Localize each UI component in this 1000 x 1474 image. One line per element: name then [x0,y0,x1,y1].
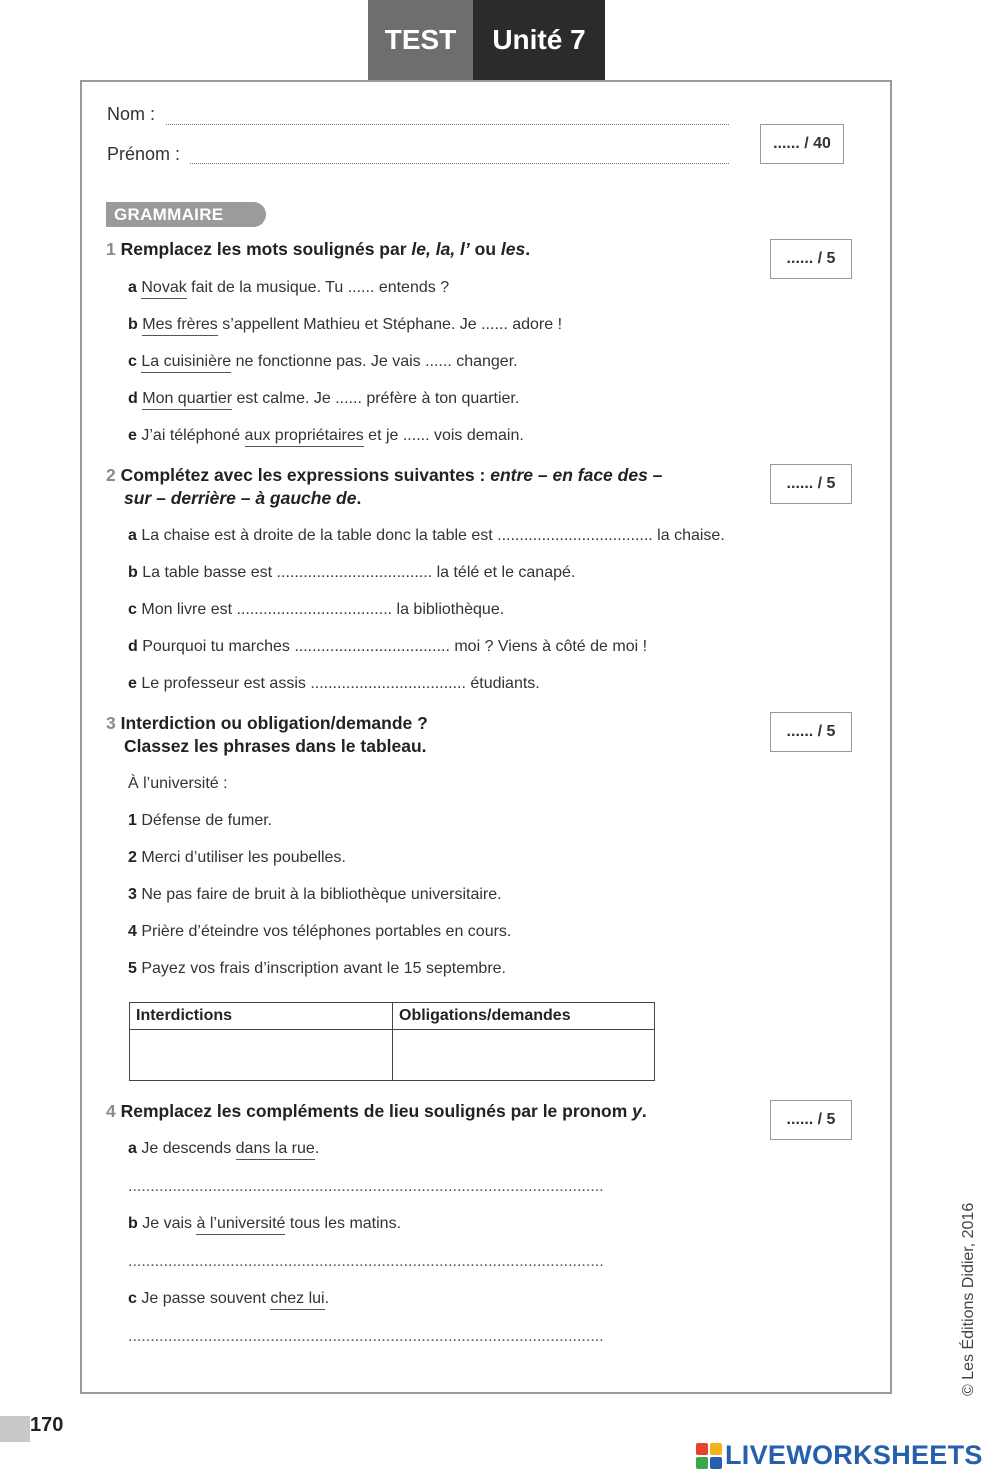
underlined-word: Mon quartier [142,390,232,410]
ex4-title-text: Remplacez les compléments de lieu soulignés par le pronom [120,1101,633,1121]
nom-label: Nom : [107,104,156,124]
ex1-title-les: les [500,239,526,259]
liveworksheets-logo-icon [696,1443,722,1469]
nom-input-line[interactable] [166,124,729,125]
grammar-section-label: GRAMMAIRE [106,202,266,227]
ex2-title-end: . [356,488,362,508]
ex3-item-2: 2 Merci d’utiliser les poubelles. [128,849,346,866]
classification-table [129,1002,655,1081]
ex4-item-c: c Je passe souvent chez lui. [128,1290,329,1308]
obligations-drop-cell[interactable] [393,1030,655,1081]
liveworksheets-logo [696,1440,983,1471]
ex1-item-b: b Mes frères s’appellent Mathieu et Stéphane. Je ...... adore ! [128,316,562,334]
ex3-number: 3 [106,713,116,733]
prenom-input-line[interactable] [190,163,729,164]
underlined-place: à l’université [196,1215,285,1235]
ex2-item-a: a La chaise est à droite de la table donc la table est ................................... la chaise. [128,527,725,544]
ex2-score-box: ...... / 5 [770,464,852,504]
ex4-title-end: . [641,1101,647,1121]
ex1-item-e: e J’ai téléphoné aux propriétaires et je ...... vois demain. [128,427,524,445]
page-number-marker [0,1416,30,1442]
ex3-item-1: 1 Défense de fumer. [128,812,273,829]
ex1-title-ou: ou [469,239,501,259]
ex1-title [106,238,530,261]
ex3-item-5: 5 Payez vos frais d’inscription avant le 15 septembre. [128,960,506,977]
underlined-place: dans la rue [236,1140,315,1160]
ex2-item-d: d Pourquoi tu marches ................................... moi ? Viens à côté de moi ! [128,638,648,655]
ex4-answer-c[interactable]: ........................................................................................................... [128,1328,604,1345]
ex3-title-line1: Interdiction ou obligation/demande ? [120,713,428,733]
total-score-box: ...... / 40 [760,124,844,164]
ex1-item-d: d Mon quartier est calme. Je ...... préfère à ton quartier. [128,390,519,408]
underlined-word: La cuisinière [141,353,231,373]
ex3-item-4: 4 Prière d’éteindre vos téléphones portables en cours. [128,923,512,940]
ex2-item-c: c Mon livre est ................................... la bibliothèque. [128,601,505,618]
underlined-word: aux propriétaires [245,427,364,447]
copyright-notice: © Les Éditions Didier, 2016 [960,1202,977,1396]
ex1-title-pronouns: le, la, l’ [411,239,470,259]
ex1-number: 1 [106,239,116,259]
ex4-item-b: b Je vais à l’université tous les matins. [128,1215,401,1233]
ex2-item-e: e Le professeur est assis ................................... étudiants. [128,675,540,692]
ex3-score-box: ...... / 5 [770,712,852,752]
ex1-title-end: . [525,239,531,259]
liveworksheets-wordmark: LIVEWORKSHEETS [725,1440,983,1470]
ex2-item-b: b La table basse est ................................... la télé et le canapé. [128,564,576,581]
ex4-title-y: y [632,1101,642,1121]
table-header-obligations: Obligations/demandes [393,1003,655,1030]
ex1-item-a: a Novak fait de la musique. Tu ...... entends ? [128,279,449,297]
underlined-word: Novak [141,279,186,299]
ex2-number: 2 [106,465,116,485]
interdictions-drop-cell[interactable] [130,1030,393,1081]
underlined-place: chez lui [270,1290,324,1310]
ex2-title-expressions-2: sur – derrière – à gauche de [124,488,357,508]
ex1-title-text: Remplacez les mots soulignés par [120,239,412,259]
ex2-title [106,464,662,510]
ex2-title-text: Complétez avec les expressions suivantes : [120,465,491,485]
ex4-number: 4 [106,1101,116,1121]
page-number: 170 [30,1414,64,1436]
ex4-answer-b[interactable]: ........................................................................................................... [128,1253,604,1270]
table-header-interdictions: Interdictions [130,1003,393,1030]
ex1-score-box: ...... / 5 [770,239,852,279]
ex2-title-expressions-1: entre – en face des – [490,465,663,485]
ex3-item-3: 3 Ne pas faire de bruit à la bibliothèque universitaire. [128,886,502,903]
ex3-title-line2: Classez les phrases dans le tableau. [124,736,427,756]
prenom-label: Prénom : [107,144,181,164]
unit-tab: Unité 7 [473,0,605,80]
ex4-item-a: a Je descends dans la rue. [128,1140,319,1158]
ex4-answer-a[interactable]: ........................................................................................................... [128,1178,604,1195]
ex4-score-box: ...... / 5 [770,1100,852,1140]
test-tab: TEST [368,0,473,80]
ex3-title [106,712,428,758]
ex4-title [106,1100,647,1123]
ex1-item-c: c La cuisinière ne fonctionne pas. Je vais ...... changer. [128,353,518,371]
ex3-context: À l’université : [128,775,228,792]
underlined-word: Mes frères [142,316,218,336]
